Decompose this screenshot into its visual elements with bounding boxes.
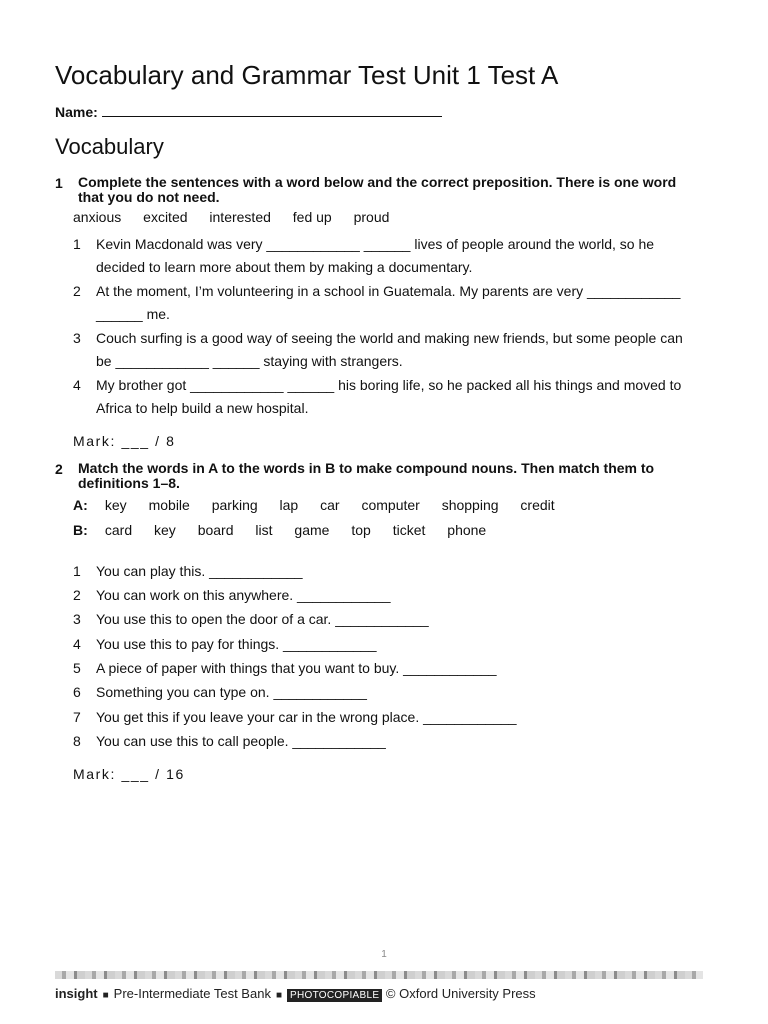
- question-text: You can play this. ____________: [96, 563, 303, 579]
- page-title: Vocabulary and Grammar Test Unit 1 Test A: [55, 60, 559, 90]
- word-b-item: top: [351, 522, 371, 538]
- word-a-item: computer: [361, 497, 420, 513]
- square-bullet-icon: ■: [275, 990, 282, 1001]
- question-number: 4: [73, 377, 81, 393]
- name-label: Name:: [55, 104, 98, 120]
- word-b-item: key: [154, 522, 176, 538]
- ex1-question-1: [73, 236, 654, 252]
- ex1-question-3-cont: be ____________ ______ staying with strangers.: [96, 353, 403, 369]
- word-bank-item: anxious: [73, 209, 122, 225]
- question-text: Couch surfing is a good way of seeing the world and making new friends, but some people can: [96, 330, 683, 346]
- word-bank: [73, 209, 407, 225]
- question-text: You get this if you leave your car in the wrong place. ____________: [96, 709, 517, 725]
- ex1-question-2-cont: ______ me.: [96, 306, 170, 322]
- list-a-label: A:: [73, 497, 88, 513]
- exercise-2-instruction-line: Match the words in A to the words in B to make compound nouns. Then match them to: [78, 460, 655, 476]
- question-text: You use this to open the door of a car. ____________: [96, 611, 429, 627]
- word-bank-item: fed up: [292, 209, 332, 225]
- ex1-question-4-cont: Africa to help build a new hospital.: [96, 400, 309, 416]
- word-b-item: game: [294, 522, 330, 538]
- footer-series: Pre-Intermediate Test Bank: [113, 986, 271, 1001]
- word-list-a: [73, 497, 573, 513]
- exercise-1-mark: Mark: ___ / 8: [73, 433, 176, 449]
- question-text: My brother got ____________ ______ his boring life, so he packed all his things and moved to: [96, 377, 682, 393]
- ex2-question-7: [73, 709, 517, 725]
- question-number: 2: [73, 587, 81, 603]
- footer-brand: insight: [55, 986, 98, 1001]
- question-text: You can use this to call people. ____________: [96, 733, 386, 749]
- ex1-question-1-cont: decided to learn more about them by making a documentary.: [96, 259, 473, 275]
- section-title: Vocabulary: [55, 134, 164, 159]
- footer: [55, 986, 536, 1001]
- question-text: You can work on this anywhere. ____________: [96, 587, 391, 603]
- question-number: 3: [73, 611, 81, 627]
- ex2-question-6: [73, 684, 367, 700]
- word-a-item: mobile: [148, 497, 190, 513]
- word-a-item: shopping: [441, 497, 499, 513]
- photocopiable-badge: PHOTOCOPIABLE: [287, 989, 382, 1002]
- ex2-question-3: [73, 611, 429, 627]
- page-number: 1: [381, 949, 387, 960]
- question-number: 2: [73, 283, 81, 299]
- footer-image-strip: [55, 971, 703, 979]
- question-number: 8: [73, 733, 81, 749]
- word-b-item: card: [104, 522, 133, 538]
- ex2-question-8: [73, 733, 386, 749]
- list-b-label: B:: [73, 522, 88, 538]
- question-number: 1: [73, 563, 81, 579]
- question-text: At the moment, I’m volunteering in a school in Guatemala. My parents are very ____________: [96, 283, 681, 299]
- word-a-item: credit: [520, 497, 555, 513]
- word-a-item: parking: [211, 497, 258, 513]
- word-bank-item: interested: [209, 209, 271, 225]
- word-a-item: car: [320, 497, 340, 513]
- square-bullet-icon: ■: [102, 990, 109, 1001]
- ex1-question-3: [73, 330, 683, 346]
- question-number: 4: [73, 636, 81, 652]
- footer-publisher: © Oxford University Press: [385, 986, 536, 1001]
- word-bank-item: proud: [353, 209, 390, 225]
- exercise-2-instruction: [78, 461, 698, 491]
- exercise-1-instruction: [78, 175, 698, 205]
- word-list-b: [73, 522, 504, 538]
- question-number: 3: [73, 330, 81, 346]
- question-number: 1: [73, 236, 81, 252]
- question-number: 6: [73, 684, 81, 700]
- word-b-item: board: [197, 522, 234, 538]
- exercise-1-instruction-line: Complete the sentences with a word below and the correct preposition. There is one word: [78, 174, 677, 190]
- word-a-item: lap: [279, 497, 299, 513]
- exercise-1-instruction-line: that you do not need.: [78, 189, 220, 205]
- word-b-item: ticket: [392, 522, 426, 538]
- ex2-question-5: [73, 660, 497, 676]
- question-text: You use this to pay for things. ____________: [96, 636, 377, 652]
- name-answer-line: [102, 102, 442, 117]
- question-number: 5: [73, 660, 81, 676]
- question-text: Kevin Macdonald was very ____________ ______ lives of people around the world, so he: [96, 236, 655, 252]
- question-text: Something you can type on. ____________: [96, 684, 367, 700]
- ex1-question-4: [73, 377, 681, 393]
- question-number: 7: [73, 709, 81, 725]
- exercise-2-number: 2: [55, 461, 63, 477]
- word-b-item: list: [255, 522, 273, 538]
- word-b-item: phone: [447, 522, 487, 538]
- word-bank-item: excited: [143, 209, 188, 225]
- exercise-2-mark: Mark: ___ / 16: [73, 766, 185, 782]
- ex2-question-2: [73, 587, 390, 603]
- ex2-question-1: [73, 563, 303, 579]
- question-text: A piece of paper with things that you want to buy. ____________: [96, 660, 497, 676]
- word-a-item: key: [104, 497, 127, 513]
- ex2-question-4: [73, 636, 376, 652]
- exercise-2-instruction-line: definitions 1–8.: [78, 475, 180, 491]
- name-field-row: [55, 102, 442, 120]
- ex1-question-2: [73, 283, 680, 299]
- exercise-1-number: 1: [55, 175, 63, 191]
